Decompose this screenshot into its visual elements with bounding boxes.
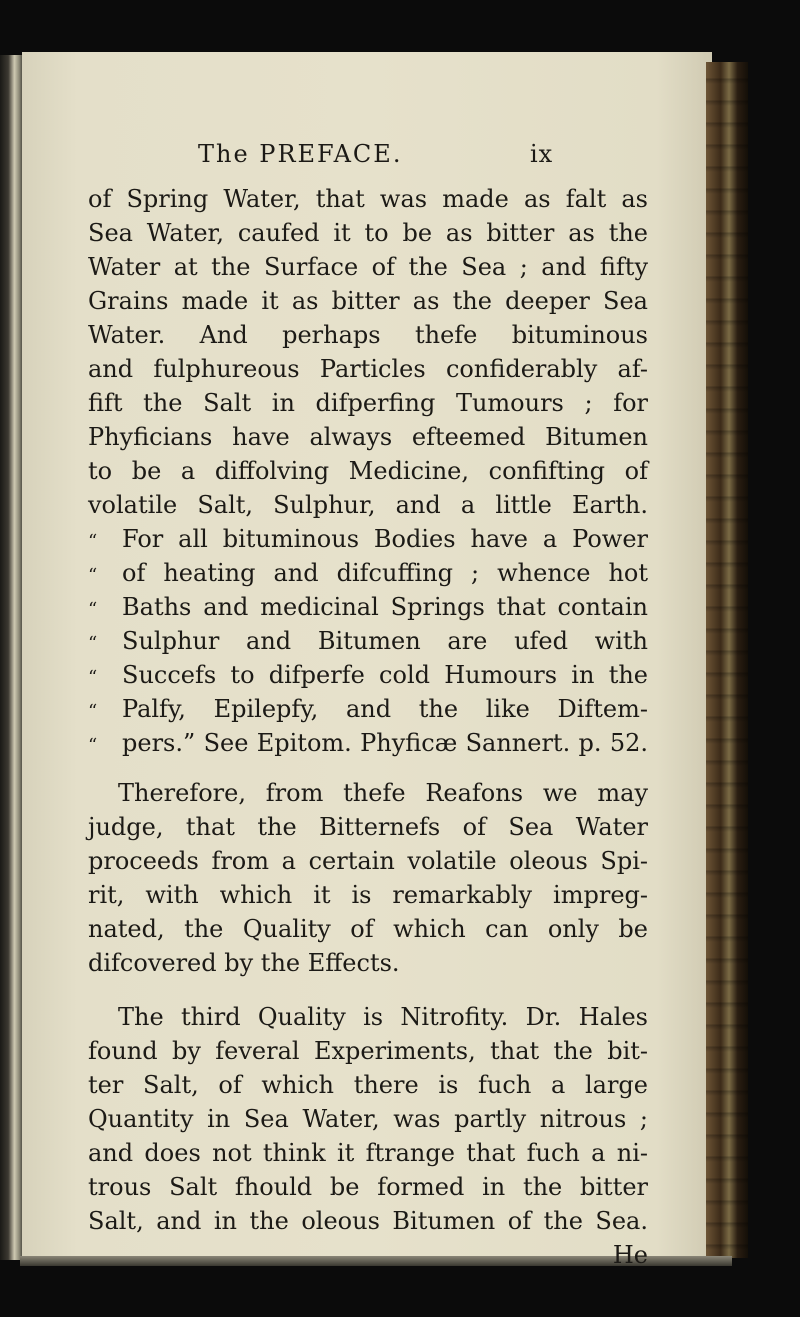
text-line: difcovered by the Effects.: [88, 949, 400, 977]
text-line: and fulphureous Particles confiderably af-: [88, 355, 648, 383]
quote-mark: “: [88, 735, 98, 756]
text-line: The third Quality is Nitrofity. Dr. Hales: [118, 1003, 648, 1031]
running-header: [88, 140, 648, 180]
quote-line: [88, 726, 648, 760]
quote-mark: “: [88, 667, 98, 688]
page-number: ix: [530, 140, 554, 168]
text-line: Therefore, from thefe Reafons we may: [118, 779, 648, 807]
quote-line: [88, 692, 648, 726]
text-line: ter Salt, of which there is fuch a large: [88, 1071, 648, 1099]
quote-mark: “: [88, 565, 98, 586]
quote-mark: “: [88, 633, 98, 654]
text-line: Phyficians have always efteemed Bitumen: [88, 423, 648, 451]
text-line: and does not think it ftrange that fuch a ni-: [88, 1139, 648, 1167]
quote-mark: “: [88, 701, 98, 722]
quote-text: Succefs to difperfe cold Humours in the: [122, 661, 648, 689]
quote-mark: “: [88, 599, 98, 620]
quote-text: For all bituminous Bodies have a Power: [122, 525, 648, 553]
quote-line: [88, 522, 648, 556]
text-line: rit, with which it is remarkably impreg-: [88, 881, 648, 909]
text-line: proceeds from a certain volatile oleous Spi-: [88, 847, 648, 875]
catchword: He: [612, 1241, 648, 1269]
text-line: of Spring Water, that was made as falt as: [88, 185, 648, 213]
quote-line: [88, 590, 648, 624]
quote-text: pers.” See Epitom. Phyficæ Sannert. p. 52.: [122, 729, 648, 757]
text-line: Grains made it as bitter as the deeper Sea: [88, 287, 648, 315]
quote-mark: “: [88, 531, 98, 552]
quote-line: [88, 658, 648, 692]
quote-line: [88, 556, 648, 590]
text-line: Salt, and in the oleous Bitumen of the Sea.: [88, 1207, 648, 1235]
text-line: Water at the Surface of the Sea ; and fifty: [88, 253, 648, 281]
text-line: volatile Salt, Sulphur, and a little Earth.: [88, 491, 648, 519]
quote-text: Sulphur and Bitumen are ufed with: [122, 627, 648, 655]
quote-line: [88, 624, 648, 658]
text-line: Water. And perhaps thefe bituminous: [88, 321, 648, 349]
text-line: Sea Water, caufed it to be as bitter as the: [88, 219, 648, 247]
book-spine-edge: [0, 55, 24, 1260]
book-fore-edge: [706, 62, 748, 1258]
text-line: trous Salt fhould be formed in the bitter: [88, 1173, 648, 1201]
text-line: fift the Salt in difperfing Tumours ; for: [88, 389, 648, 417]
text-line: nated, the Quality of which can only be: [88, 915, 648, 943]
text-line: found by feveral Experiments, that the bit-: [88, 1037, 648, 1065]
running-title: The PREFACE.: [198, 140, 403, 168]
quote-text: Palfy, Epilepfy, and the like Diftem-: [122, 695, 648, 723]
text-line: judge, that the Bitternefs of Sea Water: [88, 813, 648, 841]
quote-text: Baths and medicinal Springs that contain: [122, 593, 648, 621]
text-line: Quantity in Sea Water, was partly nitrous ;: [88, 1105, 648, 1133]
text-line: to be a diffolving Medicine, confifting of: [88, 457, 648, 485]
quote-text: of heating and difcuffing ; whence hot: [122, 559, 648, 587]
